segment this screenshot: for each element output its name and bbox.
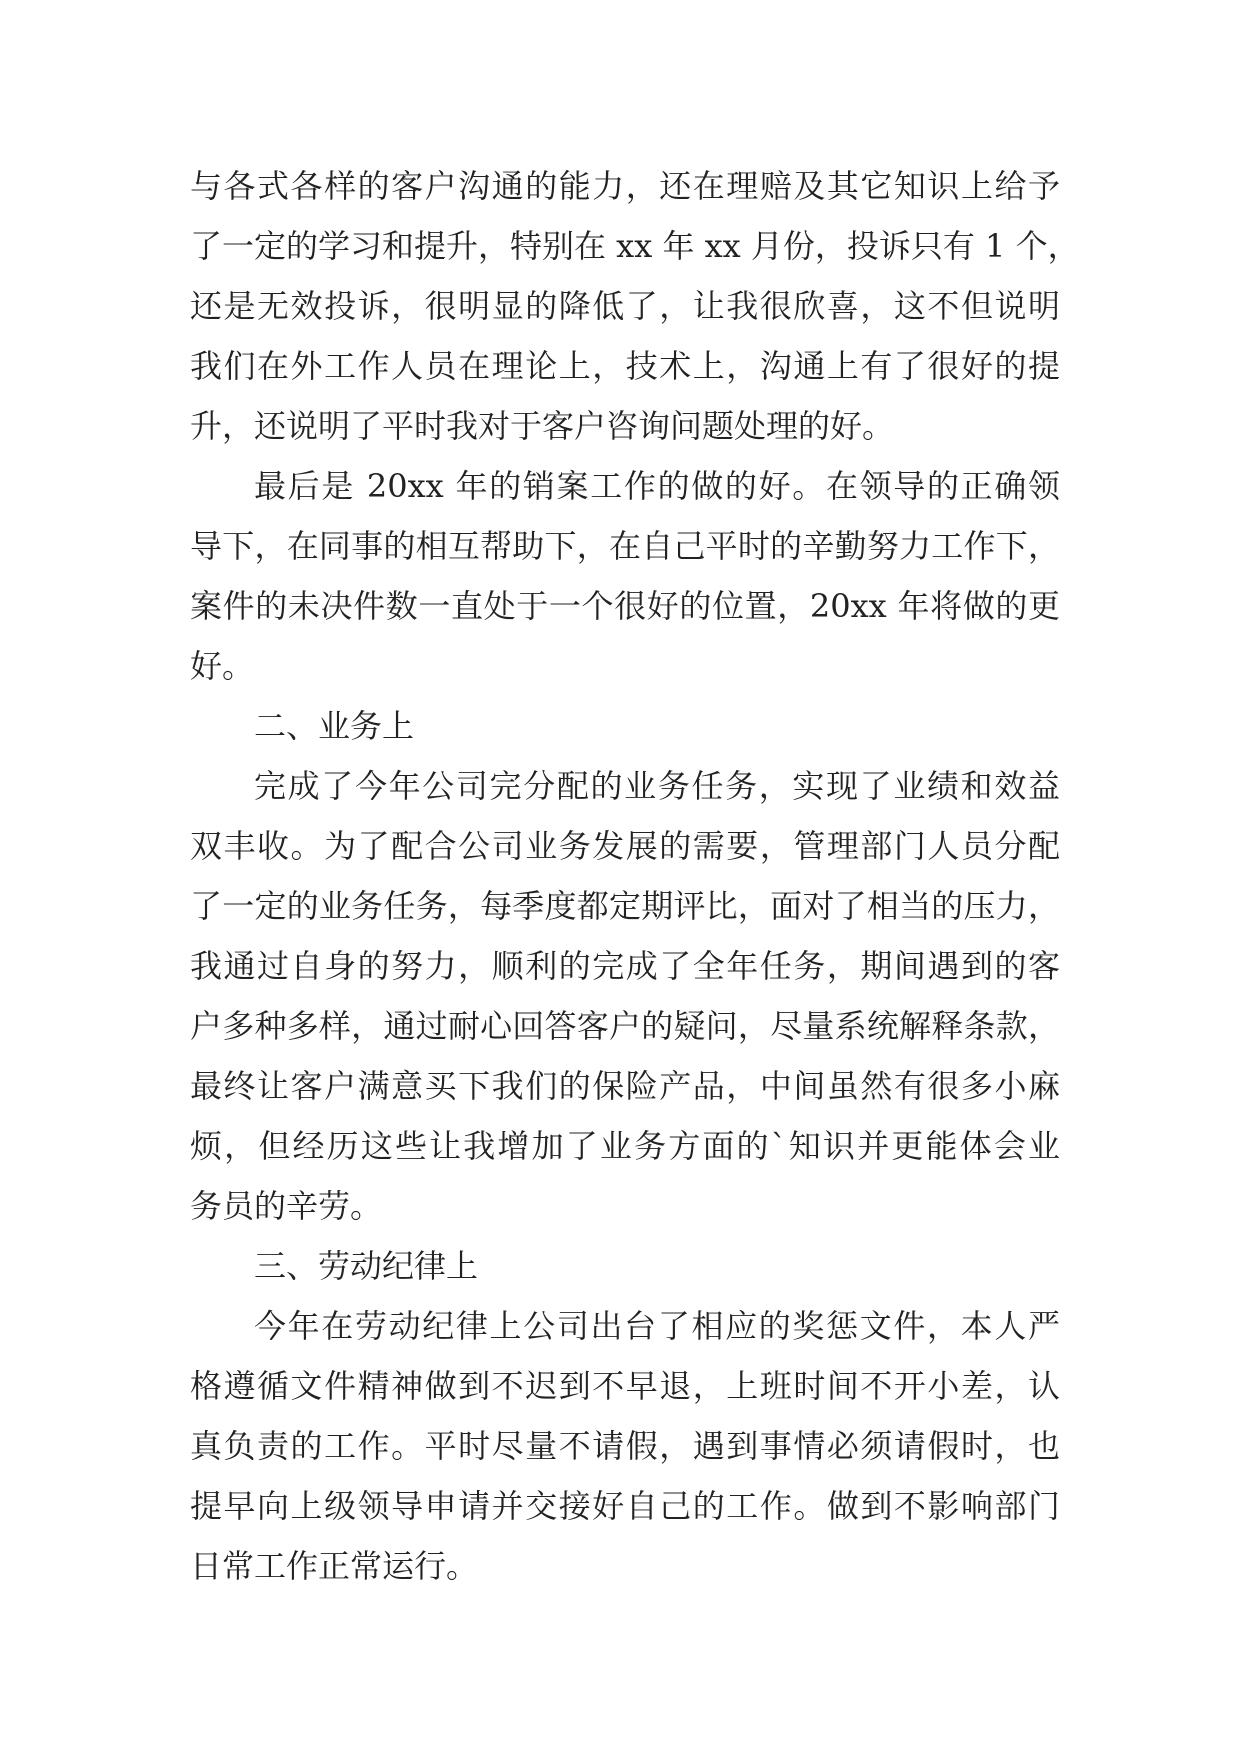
document-line: 二、业务上 xyxy=(254,707,415,745)
document-line: 了一定的业务任务，每季度都定期评比，面对了相当的压力， xyxy=(190,887,1060,925)
document-line: 完成了今年公司完分配的业务任务，实现了业绩和效益 xyxy=(254,767,1060,805)
document-line: 我们在外工作人员在理论上，技术上，沟通上有了很好的提 xyxy=(190,347,1060,385)
document-line: 我通过自身的努力，顺利的完成了全年任务，期间遇到的客 xyxy=(190,947,1060,985)
document-line: 还是无效投诉，很明显的降低了，让我很欣喜，这不但说明 xyxy=(190,287,1060,325)
document-line: 真负责的工作。平时尽量不请假，遇到事情必须请假时，也 xyxy=(190,1427,1060,1465)
document-line: 双丰收。为了配合公司业务发展的需要，管理部门人员分配 xyxy=(190,827,1060,865)
document-line: 升，还说明了平时我对于客户咨询问题处理的好。 xyxy=(190,407,895,445)
document-line: 今年在劳动纪律上公司出台了相应的奖惩文件，本人严 xyxy=(254,1307,1060,1345)
document-line: 户多种多样，通过耐心回答客户的疑问，尽量系统解释条款， xyxy=(190,1007,1060,1045)
document-line: 务员的辛劳。 xyxy=(190,1187,383,1225)
document-line: 导下，在同事的相互帮助下，在自己平时的辛勤努力工作下， xyxy=(190,527,1060,565)
document-line: 好。 xyxy=(190,647,255,685)
document-line: 了一定的学习和提升，特别在 xx 年 xx 月份，投诉只有 1 个， xyxy=(190,227,1080,265)
document-line: 三、劳动纪律上 xyxy=(254,1247,479,1285)
document-line: 提早向上级领导申请并交接好自己的工作。做到不影响部门 xyxy=(190,1487,1060,1525)
document-line: 烦，但经历这些让我增加了业务方面的`知识并更能体会业 xyxy=(190,1127,1060,1165)
document-line: 与各式各样的客户沟通的能力，还在理赔及其它知识上给予 xyxy=(190,167,1060,205)
document-line: 格遵循文件精神做到不迟到不早退，上班时间不开小差，认 xyxy=(190,1367,1060,1405)
document-line: 案件的未决件数一直处于一个很好的位置，20xx 年将做的更 xyxy=(190,587,1060,625)
document-line: 最终让客户满意买下我们的保险产品，中间虽然有很多小麻 xyxy=(190,1067,1060,1105)
document-body xyxy=(190,156,1080,1596)
document-line: 日常工作正常运行。 xyxy=(190,1547,479,1585)
document-line: 最后是 20xx 年的销案工作的做的好。在领导的正确领 xyxy=(254,467,1060,505)
